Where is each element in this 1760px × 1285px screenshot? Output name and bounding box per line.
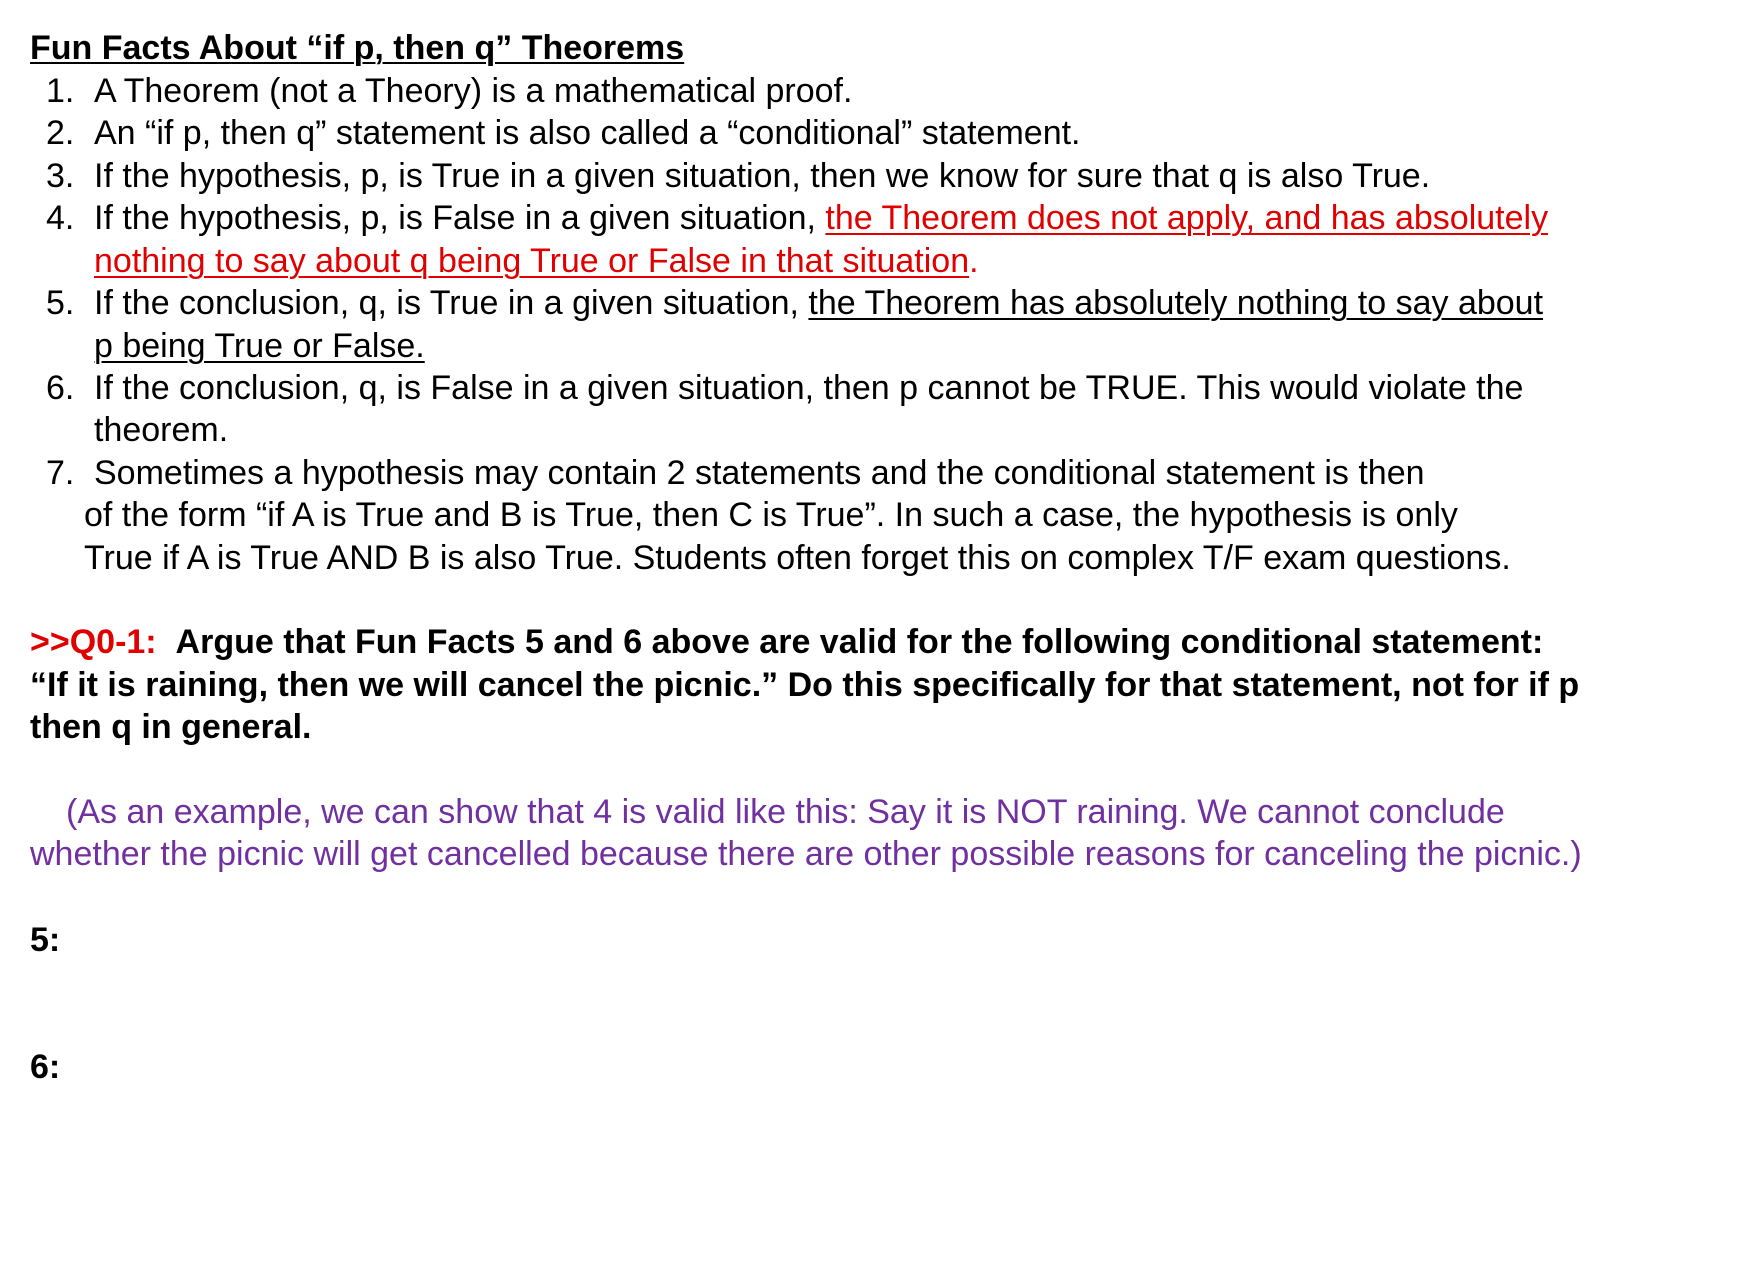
example-line-2	[30, 830, 1582, 878]
answer-5-label: 5:	[30, 921, 61, 959]
question-line-3	[30, 703, 311, 751]
fact-5-emphasis: the Theorem has absolutely nothing to say about	[808, 284, 1544, 322]
fact-text: True if A is True AND B is also True. Students often forget this on complex T/F exam questions.	[84, 539, 1511, 577]
question-text: “If it is raining, then we will cancel the picnic.” Do this specifically for that statement, not for if p	[30, 666, 1580, 704]
fact-number: 2.	[46, 114, 75, 152]
fact-4-period: .	[969, 242, 979, 280]
fact-number: 1.	[46, 72, 75, 110]
example-text: (As an example, we can show that 4 is valid like this: Say it is NOT raining. We cannot conclude	[66, 793, 1505, 831]
question-text: Argue that Fun Facts 5 and 6 above are valid for the following conditional statement:	[175, 623, 1544, 661]
fact-4-emphasis: the Theorem does not apply, and has absolutely	[825, 199, 1549, 237]
fact-2	[46, 109, 1081, 157]
fact-text: If the conclusion, q, is False in a given situation, then p cannot be TRUE. This would violate the	[94, 369, 1524, 407]
fact-6-line-2	[94, 406, 228, 454]
fact-7-line-2	[84, 491, 1458, 539]
fact-7-line-3	[84, 534, 1511, 582]
fact-4-emphasis-continued: nothing to say about q being True or False in that situation	[94, 242, 970, 280]
fact-text: theorem.	[94, 411, 229, 449]
fact-text: An “if p, then q” statement is also called a “conditional” statement.	[94, 114, 1081, 152]
fact-number: 6.	[46, 369, 75, 407]
fact-text: of the form “if A is True and B is True, then C is True”. In such a case, the hypothesis is only	[84, 496, 1458, 534]
fact-number: 7.	[46, 454, 75, 492]
fact-number: 4.	[46, 199, 75, 237]
fact-text: A Theorem (not a Theory) is a mathematical proof.	[94, 72, 853, 110]
example-line-1	[66, 788, 1505, 836]
page-title: Fun Facts About “if p, then q” Theorems	[30, 29, 685, 67]
fact-5-line-1	[46, 279, 1543, 327]
question-label: >>Q0-1:	[30, 623, 157, 661]
fact-number: 3.	[46, 157, 75, 195]
fact-5-emphasis-continued: p being True or False.	[94, 327, 425, 365]
example-text: whether the picnic will get cancelled because there are other possible reasons for canceling the picnic.)	[30, 835, 1582, 873]
fact-number: 5.	[46, 284, 75, 322]
fact-text: If the hypothesis, p, is True in a given situation, then we know for sure that q is also True.	[94, 157, 1431, 195]
question-line-2	[30, 661, 1579, 709]
question-text: then q in general.	[30, 708, 312, 746]
fact-6-line-1	[46, 364, 1523, 412]
question-line-1	[30, 618, 1543, 666]
fact-3	[46, 152, 1430, 200]
fact-1	[46, 67, 852, 115]
fact-text: If the hypothesis, p, is False in a given situation,	[94, 199, 826, 237]
fact-4-line-1	[46, 194, 1548, 242]
fact-4-line-2	[94, 237, 979, 285]
answer-6-label: 6:	[30, 1048, 61, 1086]
fact-text: If the conclusion, q, is True in a given situation,	[94, 284, 809, 322]
fact-text: Sometimes a hypothesis may contain 2 statements and the conditional statement is then	[94, 454, 1425, 492]
fact-7-line-1	[46, 449, 1425, 497]
fact-5-line-2	[94, 322, 425, 370]
